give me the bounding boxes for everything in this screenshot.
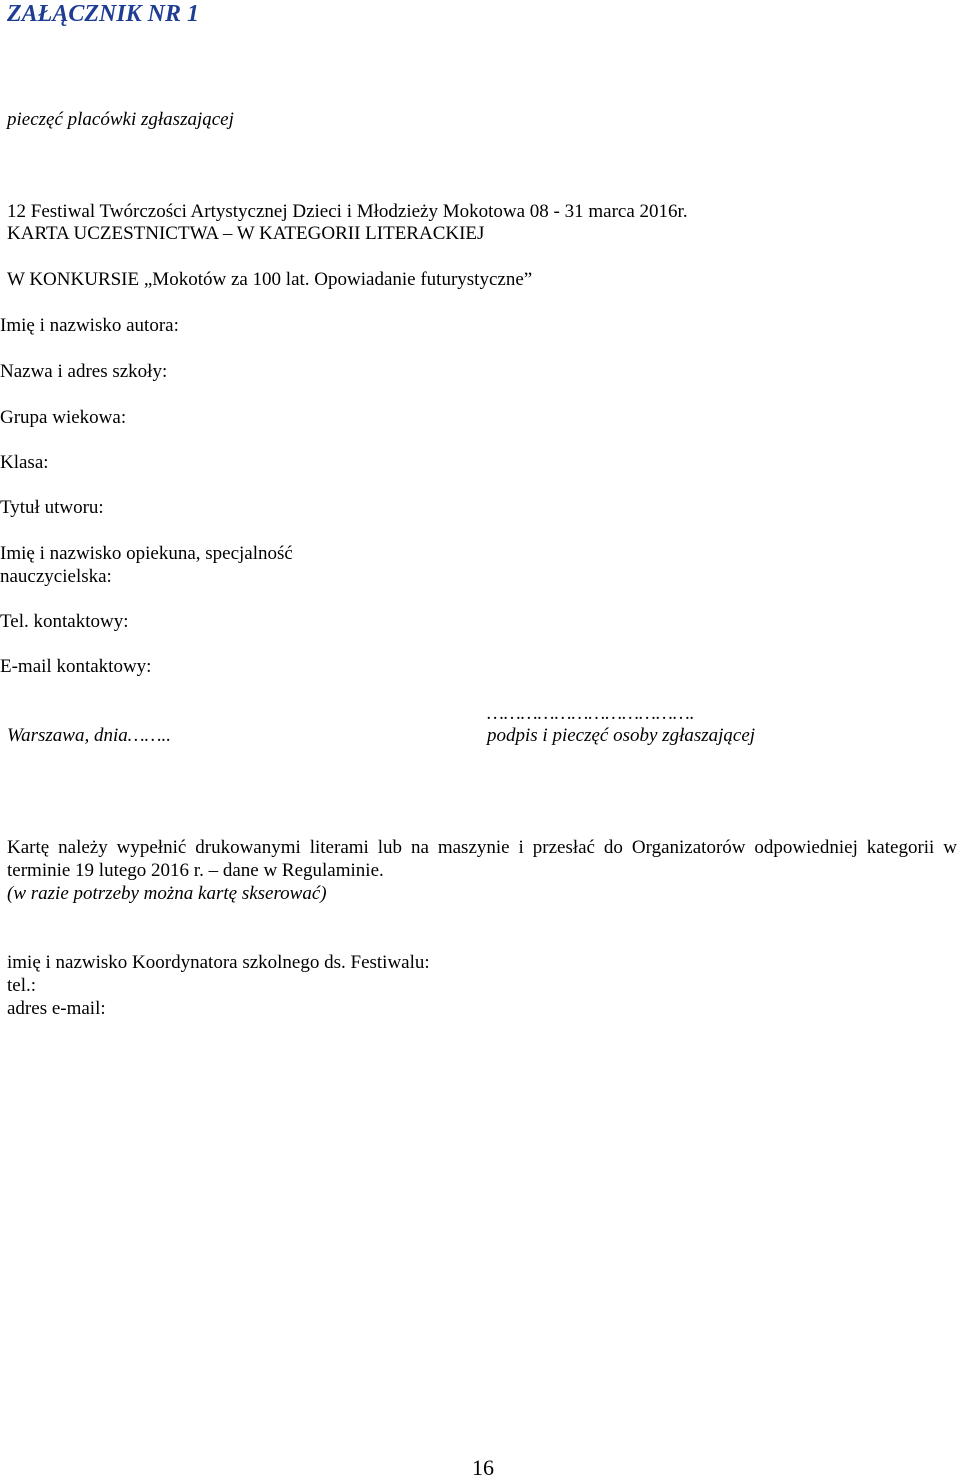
field-phone: Tel. kontaktowy: bbox=[0, 611, 129, 632]
field-guardian-cont: nauczycielska: bbox=[0, 566, 112, 587]
contest-title: W KONKURSIE „Mokotów za 100 lat. Opowiadanie futurystyczne” bbox=[7, 269, 533, 290]
field-email: E-mail kontaktowy: bbox=[0, 656, 152, 677]
copy-note: (w razie potrzeby można kartę skserować) bbox=[7, 883, 327, 904]
card-title: KARTA UCZESTNICTWA – W KATEGORII LITERACKIEJ bbox=[7, 223, 485, 244]
place-date: Warszawa, dnia…….. bbox=[7, 725, 172, 746]
festival-title: 12 Festiwal Twórczości Artystycznej Dzieci i Młodzieży Mokotowa 08 - 31 marca 2016r. bbox=[7, 201, 688, 222]
instruction-note: Kartę należy wypełnić drukowanymi literami lub na maszynie i przesłać do Organizatorów odpowiedniej kategorii w terminie 19 lutego 2016 r. – dane w Regulaminie. bbox=[7, 837, 957, 881]
field-title: Tytuł utworu: bbox=[0, 497, 104, 518]
field-age-group: Grupa wiekowa: bbox=[0, 407, 127, 428]
field-school: Nazwa i adres szkoły: bbox=[0, 361, 168, 382]
signature-dots: ………………………………. bbox=[487, 703, 695, 724]
coordinator-phone: tel.: bbox=[7, 975, 37, 996]
coordinator-email: adres e-mail: bbox=[7, 998, 106, 1019]
annex-title: ZAŁĄCZNIK NR 1 bbox=[7, 1, 200, 27]
field-author: Imię i nazwisko autora: bbox=[0, 315, 179, 336]
stamp-label: pieczęć placówki zgłaszającej bbox=[7, 109, 234, 130]
field-class: Klasa: bbox=[0, 452, 49, 473]
signature-label: podpis i pieczęć osoby zgłaszającej bbox=[487, 725, 756, 746]
page-number: 16 bbox=[472, 1455, 494, 1480]
field-guardian: Imię i nazwisko opiekuna, specjalność bbox=[0, 543, 293, 564]
coordinator-name: imię i nazwisko Koordynatora szkolnego ds. Festiwalu: bbox=[7, 952, 430, 973]
